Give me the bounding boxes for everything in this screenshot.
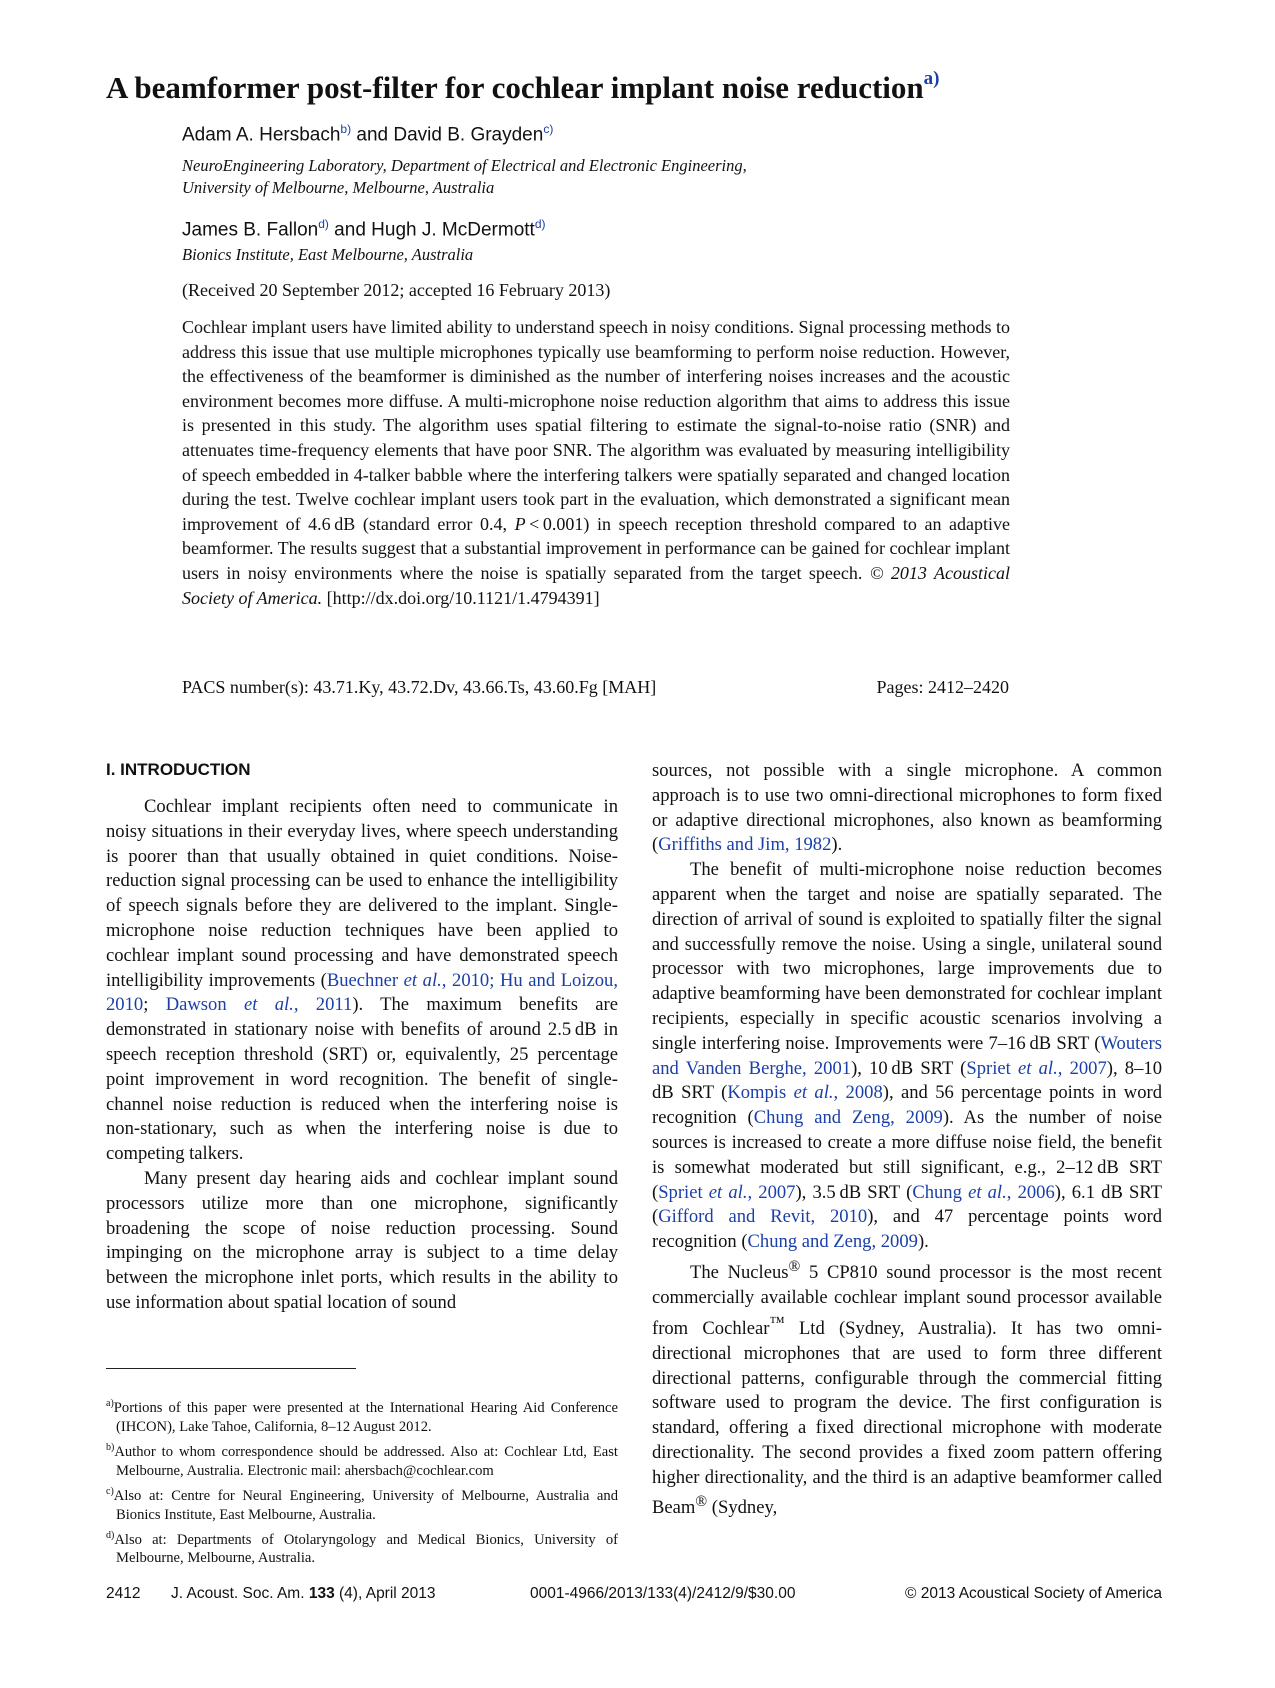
footnote-text: Author to whom correspondence should be addressed. Also at: Cochlear Ltd, East Melbourne, Australia. Electronic mail: ahersbach@cochlear.com <box>114 1443 618 1479</box>
title-text: A beamformer post-filter for cochlear implant noise reduction <box>106 70 924 105</box>
journal-name: J. Acoust. Soc. Am. <box>171 1585 309 1602</box>
body-text: ), and 47 percentage points word recognition ( <box>652 1206 1162 1253</box>
abstract-text: Cochlear implant users have limited ability to understand speech in noisy conditions. Signal processing methods to address this issue that use multiple microphones typically use beamforming to perform noise reduction. However, the effectiveness of the beamformer is diminished as the number of interfering noises increases and the acoustic environment becomes more diffuse. A multi-microphone noise reduction algorithm that aims to address this issue is presented in this study. The algorithm uses spatial filtering to estimate the signal-to-noise ratio (SNR) and attenuates time-frequency elements that have poor SNR. The algorithm was evaluated by measuring intelligibility of speech embedded in 4-talker babble where the interfering talkers were spatially separated and changed location during the test. Twelve cochlear implant users took part in the evaluation, which demonstrated a significant mean improvement of 4.6 dB (standard error 0.4, <box>182 317 1010 534</box>
paragraph <box>652 759 1162 858</box>
body-text: ). As the number of noise sources is increased to create a more diffuse noise field, the benefit is somewhat moderated but still significant, e.g., 2–12 dB SRT ( <box>652 1107 1162 1203</box>
footnote-mark: d) <box>106 1529 115 1541</box>
left-column <box>106 795 618 1316</box>
body-text: ), 8–10 dB SRT ( <box>652 1057 1162 1104</box>
body-text: sources, not possible with a single microphone. A common approach is to use two omni-directional microphones to form fixed or adaptive directional microphones, also known as beamforming ( <box>652 760 1162 856</box>
author-name: Hugh J. McDermott <box>371 219 535 241</box>
author-footnote-mark[interactable]: d) <box>318 217 329 231</box>
trademark-mark: ™ <box>769 1313 785 1331</box>
author-name: David B. Grayden <box>393 124 544 146</box>
title-footnote-mark[interactable]: a) <box>923 67 940 89</box>
footnote <box>106 1394 618 1437</box>
section-heading: I. INTRODUCTION <box>106 760 251 779</box>
author-name: James B. Fallon <box>182 219 319 241</box>
registered-mark: ® <box>788 1257 801 1275</box>
body-text: ). <box>831 834 843 856</box>
footnote-mark: c) <box>106 1485 114 1497</box>
body-text: (Sydney, <box>707 1497 778 1519</box>
footer-issn: 0001-4966/2013/133(4)/2412/9/$30.00 <box>530 1585 796 1602</box>
pacs-numbers: PACS number(s): 43.71.Ky, 43.72.Dv, 43.66.Ts, 43.60.Fg [MAH] <box>182 677 657 697</box>
journal-volume: 133 <box>308 1585 335 1602</box>
page-range: Pages: 2412–2420 <box>876 677 1009 697</box>
body-text: ; <box>143 994 166 1016</box>
footer-journal <box>171 1585 436 1603</box>
abstract <box>182 315 1010 610</box>
body-text: 5 CP810 sound processor is the most recent commercially available cochlear implant sound processor available from Cochlear <box>652 1262 1162 1339</box>
footnote-text: Portions of this paper were presented at the International Hearing Aid Conference (IHCON), Lake Tahoe, California, 8–12 August 2012. <box>113 1399 618 1435</box>
author-line-2 <box>182 217 546 241</box>
citation-link[interactable]: Gifford and Revit, 2010 <box>658 1206 868 1228</box>
citation-link[interactable]: Chung et al., 2006 <box>912 1181 1055 1203</box>
author-footnote-mark[interactable]: c) <box>543 122 554 136</box>
right-column <box>652 759 1162 1521</box>
citation-link[interactable]: Spriet et al., 2007 <box>658 1181 796 1203</box>
registered-mark: ® <box>695 1493 708 1511</box>
author-conjunction: and <box>328 219 372 241</box>
author-footnote-mark[interactable]: d) <box>534 217 546 231</box>
paragraph <box>652 858 1162 1255</box>
journal-issue: (4), April 2013 <box>334 1585 436 1602</box>
footnotes <box>106 1394 618 1569</box>
footnote-mark: a) <box>106 1398 114 1409</box>
citation-link[interactable]: Wouters and Vanden Berghe, 2001 <box>652 1032 1162 1079</box>
citation-link[interactable]: Spriet et al., 2007 <box>966 1057 1107 1079</box>
author-name: Adam A. Hersbach <box>182 124 341 146</box>
citation-link[interactable]: Griffiths and Jim, 1982 <box>658 834 832 856</box>
paper-title <box>106 67 1186 106</box>
received-dates: (Received 20 September 2012; accepted 16 February 2013) <box>182 280 611 300</box>
footnote <box>106 1438 618 1481</box>
abstract-text: < 0.001) in speech reception threshold compared to an adaptive beamformer. The results suggest that a substantial improvement in performance can be gained for cochlear implant users in noisy environments where the noise is spatially separated from the target speech. <box>182 513 1011 583</box>
author-conjunction: and <box>351 124 394 146</box>
body-text: ). <box>917 1231 929 1253</box>
citation-link[interactable]: Chung and Zeng, 2009 <box>753 1107 943 1129</box>
footnote-mark: b) <box>106 1441 115 1453</box>
citation-link[interactable]: Buechner et al., 2010; Hu and Loizou, 2010 <box>106 969 619 1016</box>
body-text: Cochlear implant recipients often need to communicate in noisy situations in their everyday lives, where speech understanding is poorer than that usually obtained in quiet conditions. Noise-reduction signal processing can be used to enhance the intelligibility of speech signals before they are delivered to the implant. Single-microphone noise reduction techniques have been applied to cochlear implant sound processing and have demonstrated speech intelligibility improvements ( <box>106 796 618 991</box>
body-text: ), 3.5 dB SRT ( <box>795 1181 913 1203</box>
paragraph <box>106 795 618 1167</box>
author-footnote-mark[interactable]: b) <box>340 122 352 136</box>
footnote-text: Also at: Departments of Otolaryngology and Medical Bionics, University of Melbourne, Melbourne, Australia. <box>114 1531 618 1567</box>
body-text: ), and 56 percentage points in word recognition ( <box>652 1082 1162 1129</box>
citation-link[interactable]: Kompis et al., 2008 <box>727 1082 883 1104</box>
body-text: ). The maximum benefits are demonstrated in stationary noise with benefits of around 2.5 dB in speech reception threshold (SRT) or, equivalently, 25 percentage point improvement in word recognition. The benefit of single-channel noise reduction is reduced when the interfering noise is non-stationary, such as when the interfering noise is due to competing talkers. <box>106 994 618 1165</box>
citation-link[interactable]: Dawson et al., 2011 <box>165 994 353 1016</box>
author-line-1 <box>182 122 553 146</box>
footer-page-number: 2412 <box>106 1585 141 1602</box>
footer-copyright: © 2013 Acoustical Society of America <box>905 1585 1162 1602</box>
affiliation-line: University of Melbourne, Melbourne, Australia <box>182 178 495 197</box>
body-text: The Nucleus <box>690 1262 789 1284</box>
footnote <box>106 1482 618 1525</box>
footnote-text: Also at: Centre for Neural Engineering, University of Melbourne, Australia and Bionics Institute, East Melbourne, Australia. <box>113 1487 618 1523</box>
paragraph <box>652 1255 1162 1522</box>
body-text: The benefit of multi-microphone noise reduction becomes apparent when the target and noise are spatially separated. The direction of arrival of sound is exploited to spatially filter the signal and successfully remove the noise. Using a single, unilateral sound processor with two microphones, large improvements due to adaptive beamforming have been demonstrated for cochlear implant recipients, especially in specific acoustic scenarios involving a single interfering noise. Improvements were 7–16 dB SRT ( <box>652 859 1162 1054</box>
footnote <box>106 1526 618 1569</box>
affiliation-line: NeuroEngineering Laboratory, Department of Electrical and Electronic Engineering, <box>182 156 747 175</box>
doi-link[interactable]: [http://dx.doi.org/10.1121/1.4794391] <box>326 587 600 608</box>
body-text: ), 6.1 dB SRT ( <box>652 1181 1163 1228</box>
affiliation-1 <box>182 155 747 199</box>
footnote-divider <box>106 1368 356 1369</box>
body-text: ), 10 dB SRT ( <box>851 1057 967 1079</box>
p-symbol: P <box>514 513 526 534</box>
affiliation-2: Bionics Institute, East Melbourne, Australia <box>182 245 474 264</box>
body-text: Ltd (Sydney, Australia). It has two omni-directional microphones that are used to form three different directional patterns, configurable through the commercial fitting software used to program the device. The first configuration is standard, offering a fixed directional microphone with moderate directionality. The second provides a fixed zoom pattern offering higher directionality, and the third is an adaptive beamformer called Beam <box>652 1317 1162 1519</box>
citation-link[interactable]: Chung and Zeng, 2009 <box>747 1231 918 1253</box>
abstract-copyright: © 2013 Acoustical Society of America. <box>182 562 1010 608</box>
paragraph: Many present day hearing aids and cochlear implant sound processors utilize more than one microphone, significantly broadening the scope of noise reduction processing. Sound impinging on the microphone array is subject to a time delay between the microphone inlet ports, which results in the ability to use information about spatial location of sound <box>106 1167 618 1313</box>
